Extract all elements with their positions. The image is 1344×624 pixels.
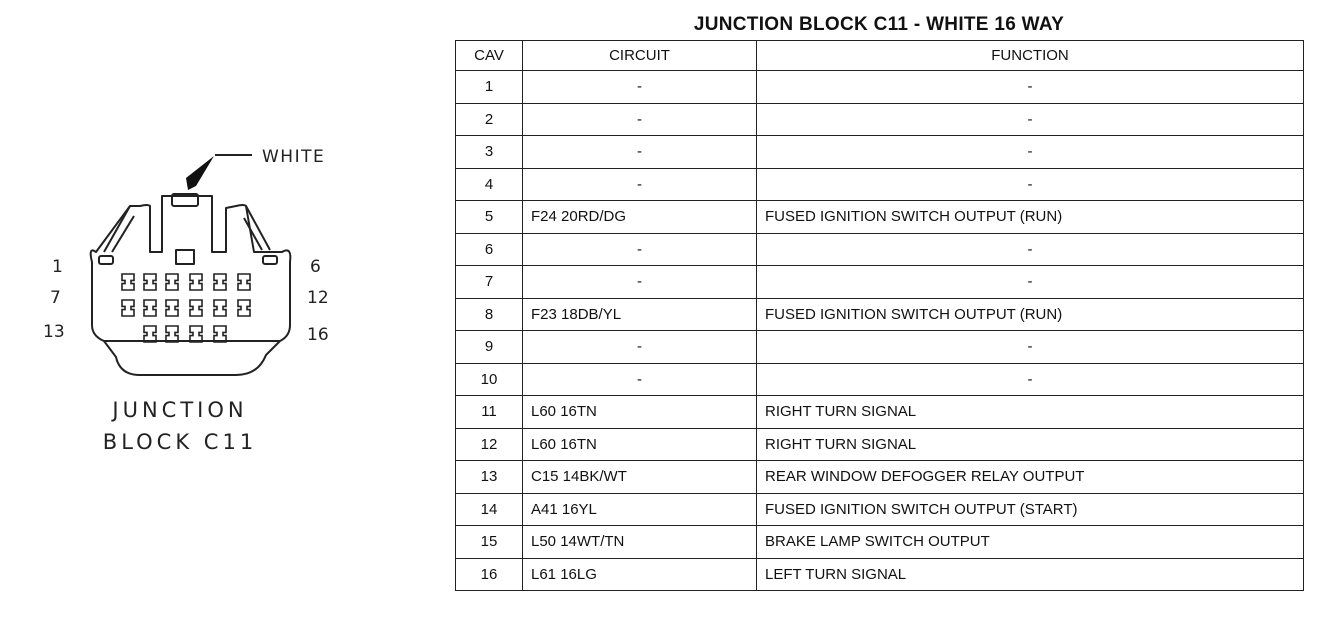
cavity-1 xyxy=(122,274,134,290)
cell-function: REAR WINDOW DEFOGGER RELAY OUTPUT xyxy=(757,461,1304,494)
pin-label-12: 12 xyxy=(307,288,329,308)
cell-cav: 8 xyxy=(456,298,523,331)
cavity-8 xyxy=(144,300,156,316)
cell-circuit: - xyxy=(523,233,757,266)
pinout-table xyxy=(455,40,1304,591)
table-row xyxy=(456,266,1304,299)
cell-function: RIGHT TURN SIGNAL xyxy=(757,396,1304,429)
cavity-10 xyxy=(190,300,202,316)
connector-caption-line1: JUNCTION xyxy=(112,398,248,422)
cell-function: FUSED IGNITION SWITCH OUTPUT (RUN) xyxy=(757,201,1304,234)
pin-label-16: 16 xyxy=(307,325,329,345)
header-cav: CAV xyxy=(456,41,523,71)
cell-function: - xyxy=(757,331,1304,364)
cell-circuit: L61 16LG xyxy=(523,558,757,591)
cell-circuit: F24 20RD/DG xyxy=(523,201,757,234)
table-row xyxy=(456,103,1304,136)
cell-function: - xyxy=(757,103,1304,136)
table-row xyxy=(456,331,1304,364)
white-arrow-icon xyxy=(186,156,214,190)
cell-circuit: L50 14WT/TN xyxy=(523,526,757,559)
pin-label-13: 13 xyxy=(43,322,65,342)
cell-cav: 3 xyxy=(456,136,523,169)
cell-cav: 10 xyxy=(456,363,523,396)
cell-circuit: - xyxy=(523,331,757,364)
cell-cav: 6 xyxy=(456,233,523,266)
left-latch xyxy=(104,206,134,252)
cavity-5 xyxy=(214,274,226,290)
cell-function: - xyxy=(757,233,1304,266)
cell-circuit: - xyxy=(523,363,757,396)
table-row xyxy=(456,298,1304,331)
pin-label-1: 1 xyxy=(52,257,63,277)
cell-cav: 14 xyxy=(456,493,523,526)
cell-cav: 7 xyxy=(456,266,523,299)
cell-circuit: - xyxy=(523,168,757,201)
table-title: JUNCTION BLOCK C11 - WHITE 16 WAY xyxy=(693,14,1065,35)
cell-cav: 1 xyxy=(456,71,523,104)
cell-function: LEFT TURN SIGNAL xyxy=(757,558,1304,591)
right-tab xyxy=(263,256,277,264)
cell-cav: 4 xyxy=(456,168,523,201)
cell-circuit: C15 14BK/WT xyxy=(523,461,757,494)
cell-cav: 16 xyxy=(456,558,523,591)
table-row xyxy=(456,558,1304,591)
cell-function: - xyxy=(757,71,1304,104)
cell-circuit: - xyxy=(523,136,757,169)
pin-label-7: 7 xyxy=(50,288,61,308)
header-function: FUNCTION xyxy=(757,41,1304,71)
cell-cav: 9 xyxy=(456,331,523,364)
cavity-15 xyxy=(190,326,202,342)
cell-function: - xyxy=(757,266,1304,299)
cell-function: RIGHT TURN SIGNAL xyxy=(757,428,1304,461)
cell-circuit: F23 18DB/YL xyxy=(523,298,757,331)
cell-cav: 15 xyxy=(456,526,523,559)
cavity-12 xyxy=(238,300,250,316)
cell-circuit: A41 16YL xyxy=(523,493,757,526)
table-row xyxy=(456,461,1304,494)
header-circuit: CIRCUIT xyxy=(523,41,757,71)
cell-cav: 12 xyxy=(456,428,523,461)
cell-function: FUSED IGNITION SWITCH OUTPUT (RUN) xyxy=(757,298,1304,331)
table-row xyxy=(456,168,1304,201)
cell-circuit: L60 16TN xyxy=(523,428,757,461)
cavity-2 xyxy=(144,274,156,290)
cell-cav: 2 xyxy=(456,103,523,136)
cell-function: BRAKE LAMP SWITCH OUTPUT xyxy=(757,526,1304,559)
cell-function: - xyxy=(757,363,1304,396)
table-row xyxy=(456,493,1304,526)
pin-label-6: 6 xyxy=(310,257,321,277)
cell-cav: 5 xyxy=(456,201,523,234)
left-tab xyxy=(99,256,113,264)
table-row xyxy=(456,71,1304,104)
table-row xyxy=(456,136,1304,169)
cell-circuit: - xyxy=(523,103,757,136)
cavity-14 xyxy=(166,326,178,342)
cavity-11 xyxy=(214,300,226,316)
cavity-13 xyxy=(144,326,156,342)
table-row xyxy=(456,396,1304,429)
cavity-3 xyxy=(166,274,178,290)
cell-cav: 13 xyxy=(456,461,523,494)
table-row xyxy=(456,526,1304,559)
connector-color-label: WHITE xyxy=(262,147,326,167)
cell-function: - xyxy=(757,168,1304,201)
table-row xyxy=(456,233,1304,266)
cell-function: - xyxy=(757,136,1304,169)
cavity-16 xyxy=(214,326,226,342)
cell-circuit: - xyxy=(523,71,757,104)
cavity-6 xyxy=(238,274,250,290)
connector-caption-line2: BLOCK C11 xyxy=(102,430,258,454)
table-row xyxy=(456,363,1304,396)
center-marker xyxy=(176,250,194,264)
cell-circuit: L60 16TN xyxy=(523,396,757,429)
cavity-4 xyxy=(190,274,202,290)
cell-function: FUSED IGNITION SWITCH OUTPUT (START) xyxy=(757,493,1304,526)
cavity-7 xyxy=(122,300,134,316)
cavity-9 xyxy=(166,300,178,316)
cell-circuit: - xyxy=(523,266,757,299)
table-header-row xyxy=(456,41,1304,71)
table-row xyxy=(456,428,1304,461)
table-row xyxy=(456,201,1304,234)
cell-cav: 11 xyxy=(456,396,523,429)
